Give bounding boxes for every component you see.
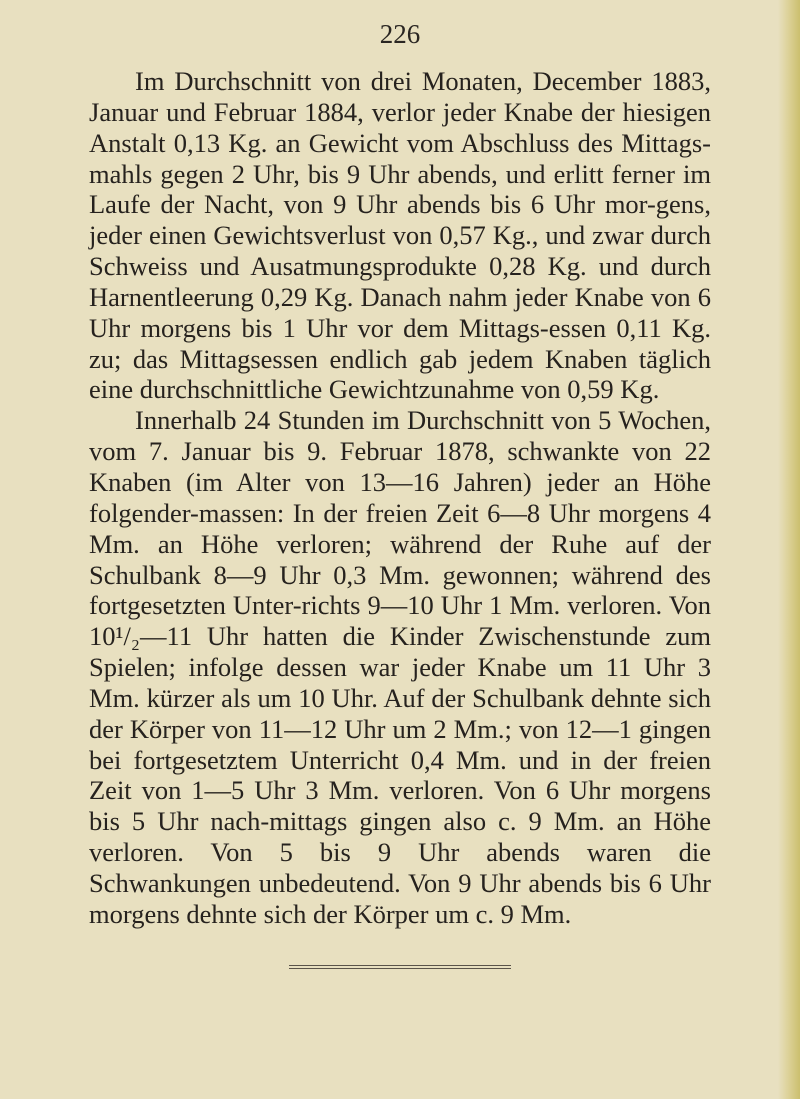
body-text xyxy=(89,66,711,930)
paragraph-1: Im Durchschnitt von drei Monaten, December 1883, Januar und Februar 1884, verlor jeder Knabe der hiesigen Anstalt 0,13 Kg. an Gewicht vom Abschluss des Mittags-mahls gegen 2 Uhr, bis 9 Uhr abends, und erlitt ferner im Laufe der Nacht, von 9 Uhr abends bis 6 Uhr mor-gens, jeder einen Gewichtsverlust von 0,57 Kg., und zwar durch Schweiss und Ausatmungsprodukte 0,28 Kg. und durch Harnentleerung 0,29 Kg. Danach nahm jeder Knabe von 6 Uhr morgens bis 1 Uhr vor dem Mittags-essen 0,11 Kg. zu; das Mittagsessen endlich gab jedem Knaben täglich eine durchschnittliche Gewichtzunahme von 0,59 Kg. xyxy=(89,66,711,405)
page-edge xyxy=(778,0,800,1099)
page-number: 226 xyxy=(379,19,421,49)
paragraph-2: Innerhalb 24 Stunden im Durchschnitt von 5 Wochen, vom 7. Januar bis 9. Februar 1878, schwankte von 22 Knaben (im Alter von 13—16 Jahren) jeder an Höhe folgender-massen: In der freien Zeit 6—8 Uhr morgens 4 Mm. an Höhe verloren; während der Ruhe auf der Schulbank 8—9 Uhr 0,3 Mm. gewonnen; während des fortgesetzten Unter-richts 9—10 Uhr 1 Mm. verloren. Von 10¹/₂—11 Uhr hatten die Kinder Zwischenstunde zum Spielen; infolge dessen war jeder Knabe um 11 Uhr 3 Mm. kürzer als um 10 Uhr. Auf der Schulbank dehnte sich der Körper von 11—12 Uhr um 2 Mm.; von 12—1 gingen bei fortgesetztem Unterricht 0,4 Mm. und in der freien Zeit von 1—5 Uhr 3 Mm. verloren. Von 6 Uhr morgens bis 5 Uhr nach-mittags gingen also c. 9 Mm. an Höhe verloren. Von 5 bis 9 Uhr abends waren die Schwankungen unbedeutend. Von 9 Uhr abends bis 6 Uhr morgens dehnte sich der Körper um c. 9 Mm. xyxy=(89,405,711,929)
section-divider-bottom xyxy=(289,968,511,969)
section-divider-top xyxy=(289,965,511,966)
